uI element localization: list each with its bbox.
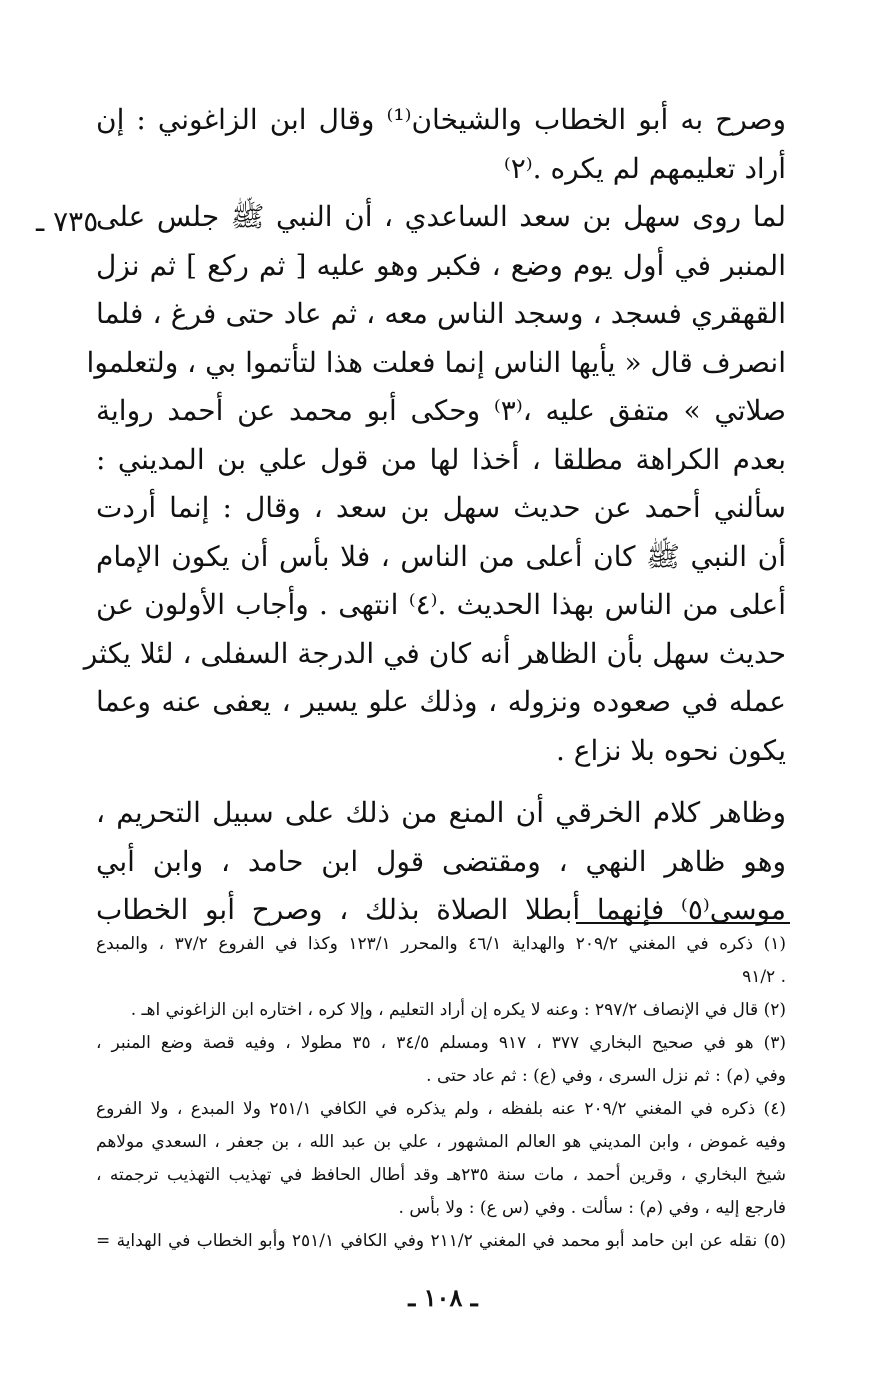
text-line: المنبر في أول يوم وضع ، فكبر وهو عليه [ ثم ركع ] ثم نزل xyxy=(96,248,786,282)
text-line: أراد تعليمهم لم يكره .⁽٢⁾ xyxy=(503,151,786,185)
main-text xyxy=(83,96,787,935)
text-line: سألني أحمد عن حديث سهل بن سعد ، وقال : إنما أردت xyxy=(96,491,786,524)
text-line: انصرف قال « يأيها الناس إنما فعلت هذا لتأتموا بي ، ولتعلموا xyxy=(86,345,786,379)
footnote-line: وفي (م) : ثم نزل السرى ، وفي (ع) : ثم عاد حتى . xyxy=(426,1066,786,1086)
footnote-line: (٢) قال في الإنصاف ٢٩٧/٢ : وعنه لا يكره إن أراد التعليم ، وإلا كره ، اختاره ابن الزاغوني اهـ . xyxy=(130,1000,786,1020)
text-line: القهقري فسجد ، وسجد الناس معه ، ثم عاد حتى فرغ ، فلما xyxy=(96,297,786,330)
text-line: عمله في صعوده ونزوله ، وذلك علو يسير ، يعفى عنه وعما xyxy=(96,685,786,718)
footnotes xyxy=(96,928,786,1258)
text-line: وظاهر كلام الخرقي أن المنع من ذلك على سبيل التحريم ، xyxy=(96,796,786,829)
footnote-line: (٥) نقله عن ابن حامد أبو محمد في المغني ٢١١/٢ وفي الكافي ٢٥١/١ وأبو الخطاب في الهداية = xyxy=(96,1231,787,1251)
text-line: وصرح به أبو الخطاب والشيخان⁽¹⁾ وقال ابن الزاغوني : إن xyxy=(96,103,787,136)
text-line: بعدم الكراهة مطلقا ، أخذا لها من قول علي بن المديني : xyxy=(96,442,786,476)
footnote-line: . ٩١/٢ xyxy=(742,967,786,987)
footnote-line: (٣) هو في صحيح البخاري ٣٧٧ ، ٩١٧ ومسلم ٣٤/٥ ، ٣٥ مطولا ، وفيه قصة وضع المنبر ، xyxy=(96,1033,787,1053)
item-number: ٧٣٥ ـ xyxy=(36,205,99,238)
footnote-line: شيخ البخاري ، وقرين أحمد ، مات سنة ٢٣٥هـ وقد أطال الحافظ في تهذيب التهذيب ترجمته ، xyxy=(96,1165,786,1185)
text-line: وهو ظاهر النهي ، ومقتضى قول ابن حامد ، وابن أبي xyxy=(96,844,786,878)
footnote-line: (٤) ذكره في المغني ٢٠٩/٢ عنه بلفظه ، ولم يذكره في الكافي ٢٥١/١ ولا المبدع ، ولا الفروع xyxy=(96,1099,786,1119)
page-number: ـ ١٠٨ ـ xyxy=(408,1283,478,1312)
text-line: أعلى من الناس بهذا الحديث .⁽٤⁾ انتهى . وأجاب الأولون عن xyxy=(96,588,786,621)
text-line: لما روى سهل بن سعد الساعدي ، أن النبي ﷺ جلس على xyxy=(96,200,786,233)
footnote-line: وفيه غموض ، وابن المديني هو العالم المشهور ، علي بن عبد الله ، بن جعفر ، السعدي مولاهم xyxy=(96,1132,786,1152)
footnote-line: فارجع إليه ، وفي (م) : سألت . وفي (س ع) : ولا بأس . xyxy=(398,1198,786,1218)
footnote-divider xyxy=(576,922,790,924)
text-line: حديث سهل بأن الظاهر أنه كان في الدرجة السفلى ، لئلا يكثر xyxy=(83,636,786,670)
text-line: موسى⁽٥⁾ فإنهما أبطلا الصلاة بذلك ، وصرح أبو الخطاب xyxy=(96,893,786,926)
text-line: صلاتي » متفق عليه ،⁽٣⁾ وحكى أبو محمد عن أحمد رواية xyxy=(96,394,786,427)
text-line: أن النبي ﷺ كان أعلى من الناس ، فلا بأس أن يكون الإمام xyxy=(96,539,786,573)
text-line: يكون نحوه بلا نزاع . xyxy=(555,733,786,767)
footnote-line: (١) ذكره في المغني ٢٠٩/٢ والهداية ٤٦/١ والمحرر ١٢٣/١ وكذا في الفروع ٣٧/٢ ، والمبدع xyxy=(96,934,787,954)
